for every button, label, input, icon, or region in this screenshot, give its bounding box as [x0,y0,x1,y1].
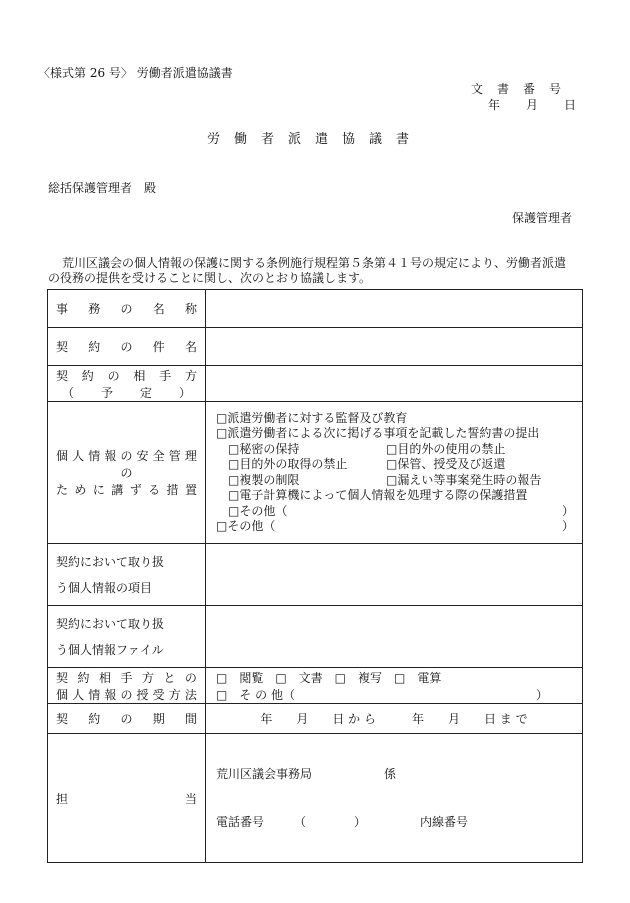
info-files-label: 契約において取り扱 う個人情報ファイル [48,606,206,668]
contract-period-label: 契 約 の 期 間 [48,704,206,734]
transfer-method-checkboxes[interactable]: □ 閲覧 □ 文書 □ 複写 □ 電算 [216,670,442,685]
safety-measures-list [206,402,583,544]
office-name-field[interactable] [206,290,583,328]
measure-checkbox-supervision[interactable]: □派遣労働者に対する監督及び教育 [216,410,408,425]
intro-paragraph: 荒川区議会の個人情報の保護に関する条例施行規程第５条第４１号の規定により、労働者派遣の役務の提供を受けることに関し、次のとおり協議します。 [48,256,567,285]
contract-subject-label: 契 約 の 件 名 [48,328,206,366]
measure-checkbox-other-inner[interactable]: □その他（ ） [228,503,574,518]
table-row [48,366,583,402]
transfer-method-label: 契 約 相 手 方 と の 個 人 情 報 の 授 受 方 法 [48,668,206,704]
date-year: 年 [487,98,500,112]
measure-checkbox-storage[interactable]: □保管、授受及び返還 [386,457,506,471]
contact-info [206,734,583,863]
document-title: 労働者派遣協議書 [206,132,423,147]
contact-phone[interactable]: 電話番号 （ ） 内線番号 [216,815,469,829]
transfer-method-options [206,668,583,704]
table-row [48,668,583,704]
measure-checkbox-copy-limit[interactable]: □複製の制限 [228,472,300,487]
document-number-label: 文書番号 [470,82,575,96]
measure-checkbox-other[interactable]: □その他（ ） [216,519,574,533]
table-row [48,402,583,544]
info-files-field[interactable] [206,606,583,668]
table-row [48,606,583,668]
transfer-other-checkbox[interactable]: □ そ の 他（ ） [216,687,548,702]
recipient: 総括保護管理者 殿 [48,181,157,195]
table-row [48,544,583,606]
info-items-label: 契約において取り扱 う個人情報の項目 [48,544,206,606]
contract-subject-field[interactable] [206,328,583,366]
table-row [48,704,583,734]
form-number: 〈様式第 26 号〉 労働者派遣協議書 [38,66,233,80]
sender: 保護管理者 [511,211,572,225]
contact-department[interactable]: 荒川区議会事務局 係 [216,767,397,781]
table-row [48,328,583,366]
contractor-label: 契 約 の 相 手 方 （ 予 定 ） [48,366,206,402]
measure-checkbox-no-misuse[interactable]: □目的外の使用の禁止 [386,441,506,456]
measure-checkbox-confidentiality[interactable]: □秘密の保持 [228,441,300,456]
contractor-field[interactable] [206,366,583,402]
table-row [48,734,583,863]
measure-checkbox-pledge[interactable]: □派遣労働者による次に掲げる事項を記載した誓約書の提出 [216,426,540,440]
measure-checkbox-computer[interactable]: □電子計算機によって個人情報を処理する際の保護措置 [228,488,528,502]
info-items-field[interactable] [206,544,583,606]
table-row [48,290,583,328]
office-name-label: 事 務 の 名 称 [48,290,206,328]
agreement-table [47,289,583,863]
date-month: 月 [525,98,538,112]
date-day: 日 [563,98,576,112]
contract-period-field[interactable]: 年 月 日 か ら 年 月 日 ま で [206,704,583,734]
measure-checkbox-no-acquisition[interactable]: □目的外の取得の禁止 [228,457,348,471]
safety-measures-label: 個 人 情 報 の 安 全 管 理 の た め に 講 ず る 措 置 [48,402,206,544]
measure-checkbox-leak-report[interactable]: □漏えい等事案発生時の報告 [386,472,542,487]
date-line [462,96,576,113]
person-in-charge-label: 担 当 [48,734,206,863]
